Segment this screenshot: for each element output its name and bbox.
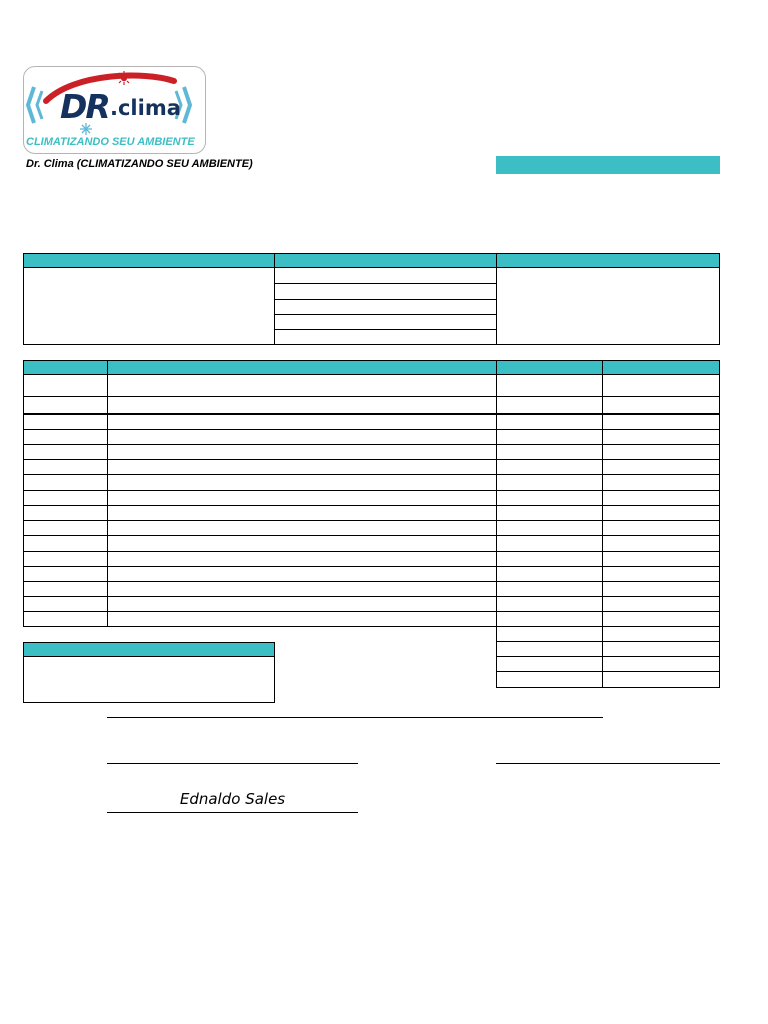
items-header-description — [107, 360, 497, 375]
items-header-qty — [23, 360, 108, 375]
company-logo — [23, 66, 206, 154]
signature-line-right — [496, 763, 720, 764]
logo-brand-bold: DR — [60, 87, 109, 126]
notes-header — [23, 642, 275, 657]
items-header-total — [602, 360, 720, 375]
client-header-col3 — [496, 253, 720, 268]
client-field-large[interactable] — [23, 267, 275, 345]
items-table-body[interactable] — [23, 374, 720, 627]
notes-field[interactable] — [23, 656, 275, 703]
client-header-col2 — [274, 253, 497, 268]
signature-line-top — [107, 717, 603, 718]
items-header-unit-price — [496, 360, 603, 375]
client-header-col1 — [23, 253, 275, 268]
totals-table[interactable] — [496, 626, 720, 688]
client-field-stack[interactable] — [274, 267, 497, 345]
client-field-right[interactable] — [496, 267, 720, 345]
signature-line-bottom — [107, 812, 358, 813]
company-name: Dr. Clima (CLIMATIZANDO SEU AMBIENTE) — [26, 158, 253, 170]
signer-name: Ednaldo Sales — [179, 790, 286, 808]
logo-tagline: CLIMATIZANDO SEU AMBIENTE — [26, 136, 195, 148]
signature-line-left — [107, 763, 358, 764]
header-teal-bar — [496, 156, 720, 174]
logo-brand-light: .clima — [110, 96, 181, 120]
